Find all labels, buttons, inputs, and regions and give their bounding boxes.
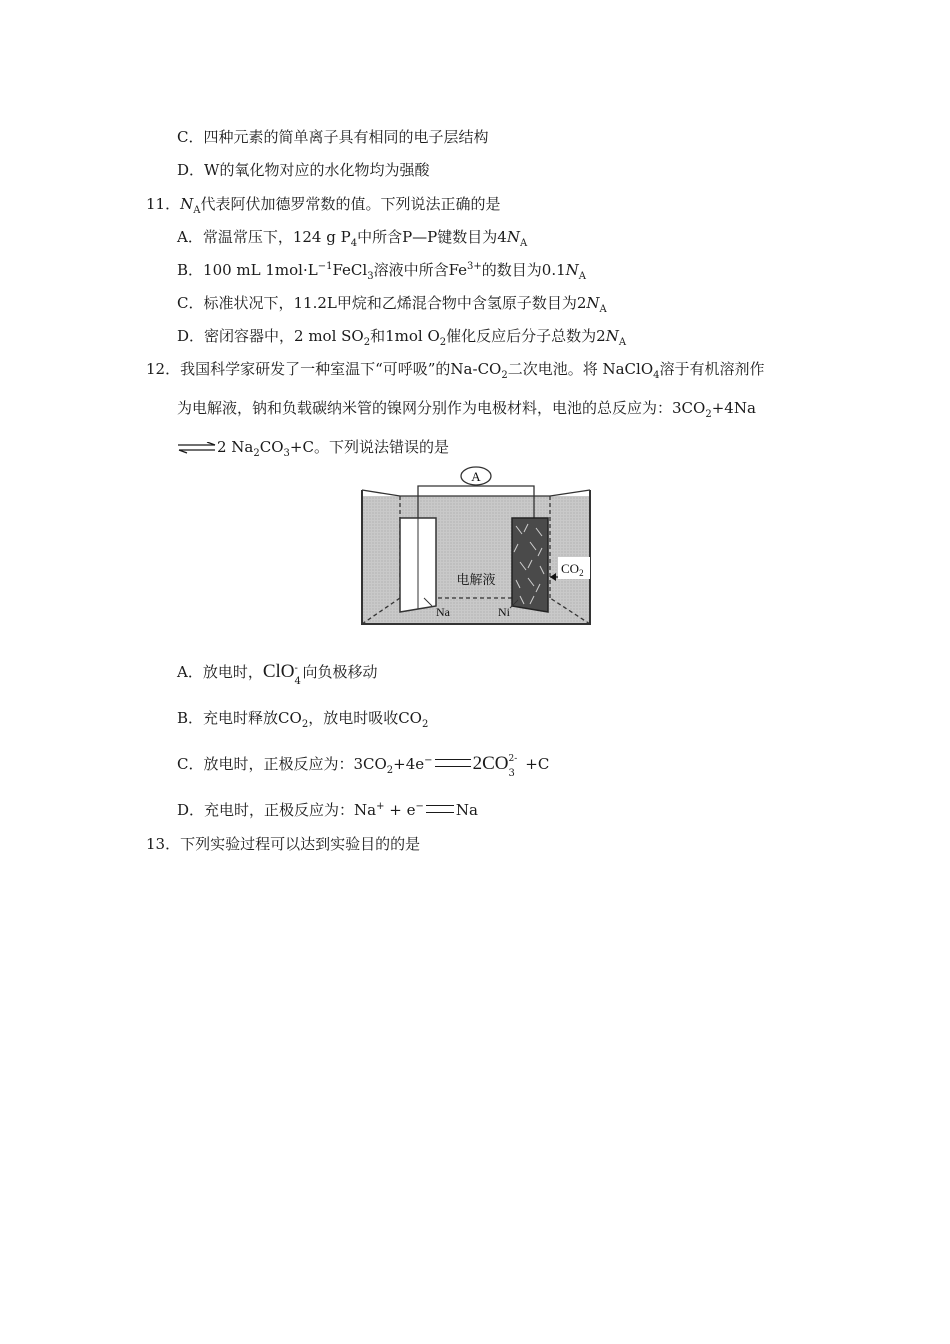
equals-sign-icon <box>426 805 454 813</box>
q11-option-d: D．密闭容器中，2 mol $SO_2$和1mol $O_2$催化反应后分子总数为$2N_A$ <box>177 327 627 348</box>
na-label: Na <box>436 605 450 619</box>
electrolyte-fill <box>362 496 590 624</box>
q10-option-c: C．四种元素的简单离子具有相同的电子层结构 <box>177 128 489 146</box>
equals-sign-icon <box>435 759 471 767</box>
electrolyte-label: 电解液 <box>456 573 496 588</box>
q11-option-c: C．标准状况下，11.2L甲烷和乙烯混合物中含氢原子数目为$2N_A$ <box>177 294 607 315</box>
q12-stem-line2: 为电解液，钠和负载碳纳米管的镍网分别作为电极材料，电池的总反应为：$3CO_2+4Na$ <box>177 399 756 420</box>
ni-label: Ni <box>498 605 510 619</box>
q10-option-d: D．W的氧化物对应的水化物均为强酸 <box>177 161 430 179</box>
reversible-arrow-icon <box>177 442 217 454</box>
q12-option-b: B．充电时释放$CO_2$，放电时吸收$CO_2$ <box>177 709 429 730</box>
q11-option-a: A．常温常压下，124 g $P_4$中所含P—P键数目为$4N_A$ <box>177 228 528 249</box>
q11-option-b: B．100 mL $1mol\cdot L^{-1}FeCl_3$溶液中所含$Fe^{3+}$的数目为$0.1N_A$ <box>177 261 587 282</box>
q11-stem: 11．$N_A$代表阿伏加德罗常数的值。下列说法正确的是 <box>146 195 501 216</box>
q12-option-c: C．放电时，正极反应为：$3CO_2+4e^-$ 2CO 2- 3 +C <box>177 753 550 779</box>
ammeter-label: A <box>471 469 481 484</box>
co2-label: $CO_2$ <box>561 561 584 578</box>
q12-stem-line1: 12．我国科学家研发了一种室温下“可呼吸”的$Na-CO_2$二次电池。将 NaClO$_4$溶于有机溶剂作 <box>146 360 765 381</box>
q12-option-a: A．放电时，ClO - 4 向负极移动 <box>177 661 378 687</box>
q12-option-d: D．充电时，正极反应为：Na+ + e− Na <box>177 801 478 819</box>
q13-stem: 13．下列实验过程可以达到实验目的的是 <box>146 835 421 853</box>
q12-stem-line3: 2 $Na_2CO_3+C$。下列说法错误的是 <box>177 437 449 457</box>
battery-diagram <box>360 464 592 628</box>
